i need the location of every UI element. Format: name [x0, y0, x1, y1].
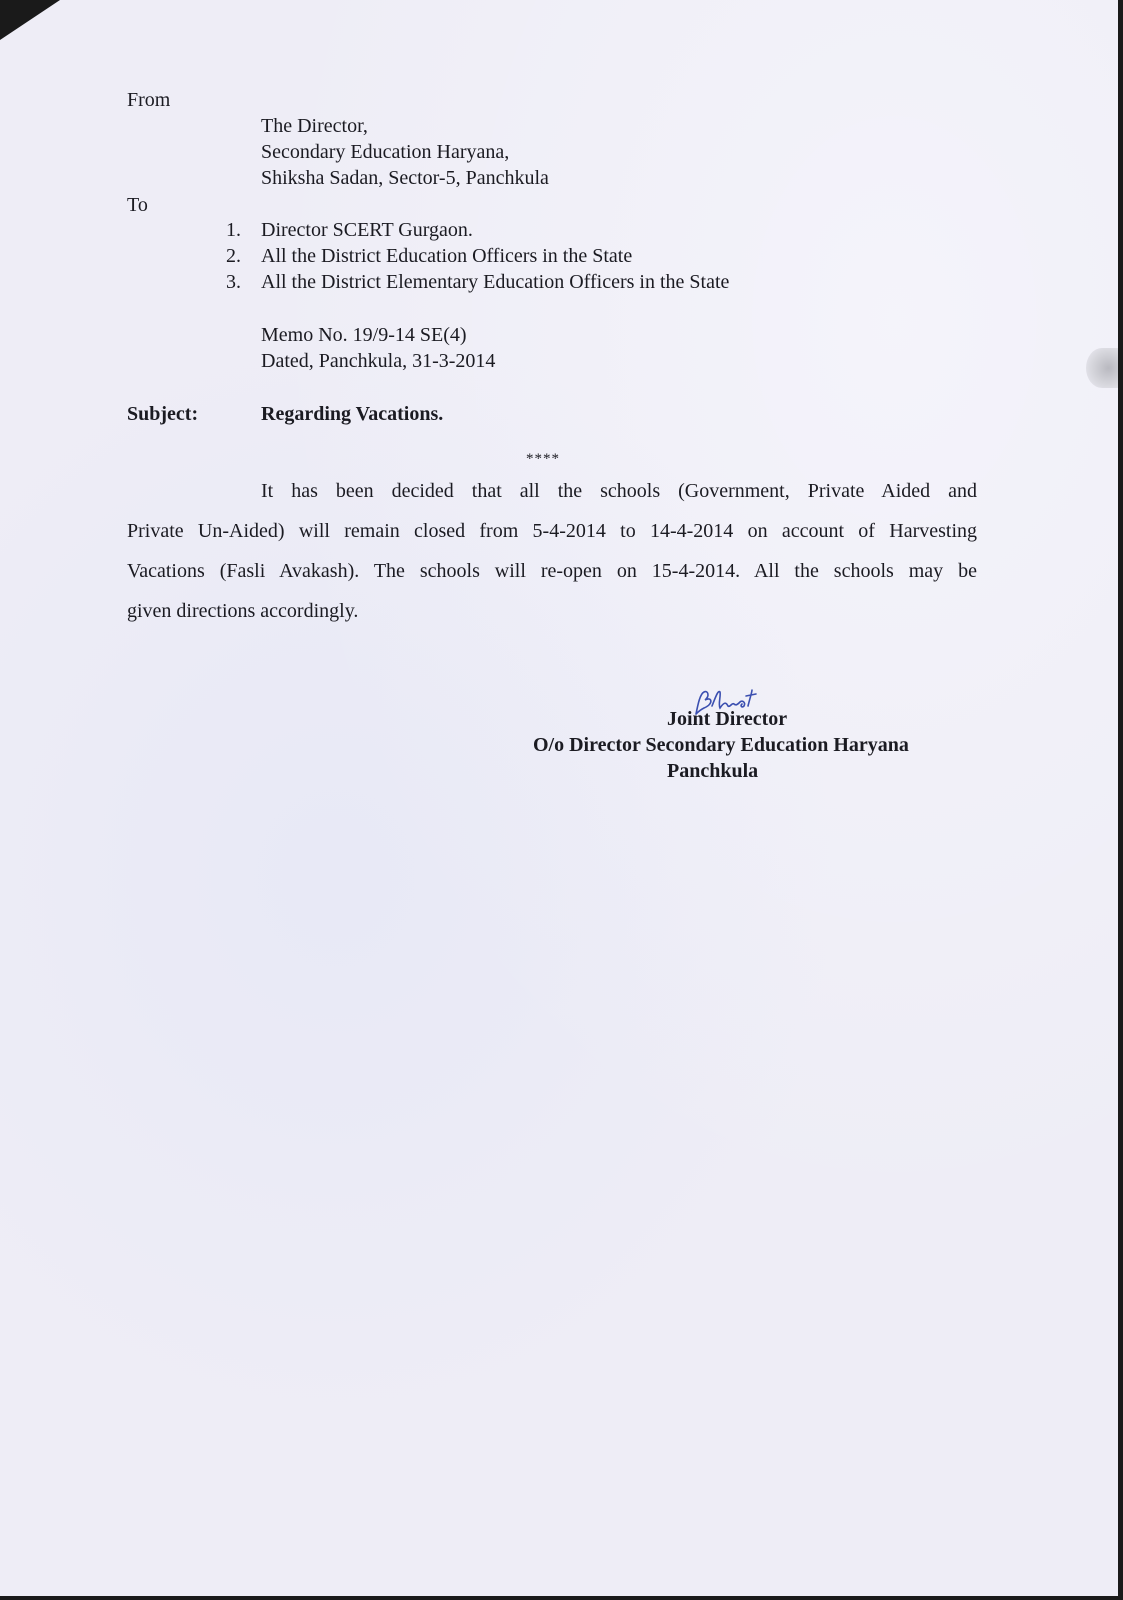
recipient-text: All the District Education Officers in the State — [261, 245, 633, 267]
body-paragraph-line: Private Un-Aided) will remain closed from 5-4-2014 to 14-4-2014 on account of Harvesting — [127, 520, 977, 542]
sender-line-2: Secondary Education Haryana, — [261, 141, 510, 163]
sender-line-1: The Director, — [261, 115, 368, 137]
body-paragraph-line: given directions accordingly. — [127, 600, 359, 622]
subject-text: Regarding Vacations. — [261, 403, 444, 425]
body-paragraph-line: Vacations (Fasli Avakash). The schools will re-open on 15-4-2014. All the schools may be — [127, 560, 977, 582]
recipient-number: 2. — [226, 245, 241, 267]
signatory-office: O/o Director Secondary Education Haryana — [533, 734, 909, 756]
to-label: To — [127, 194, 148, 216]
recipient-number: 1. — [226, 219, 241, 241]
memo-number: Memo No. 19/9-14 SE(4) — [261, 324, 467, 346]
recipient-text: Director SCERT Gurgaon. — [261, 219, 473, 241]
signatory-place: Panchkula — [667, 760, 759, 782]
punch-hole — [1086, 348, 1118, 388]
from-label: From — [127, 89, 171, 111]
memo-date: Dated, Panchkula, 31-3-2014 — [261, 350, 496, 372]
recipient-text: All the District Elementary Education Officers in the State — [261, 271, 730, 293]
separator-stars: **** — [526, 451, 560, 467]
folded-corner — [0, 0, 60, 40]
signatory-title: Joint Director — [667, 708, 788, 730]
recipient-number: 3. — [226, 271, 241, 293]
subject-label: Subject: — [127, 403, 199, 425]
body-paragraph-line: It has been decided that all the schools (Government, Private Aided and — [261, 480, 977, 502]
sender-line-3: Shiksha Sadan, Sector-5, Panchkula — [261, 167, 549, 189]
